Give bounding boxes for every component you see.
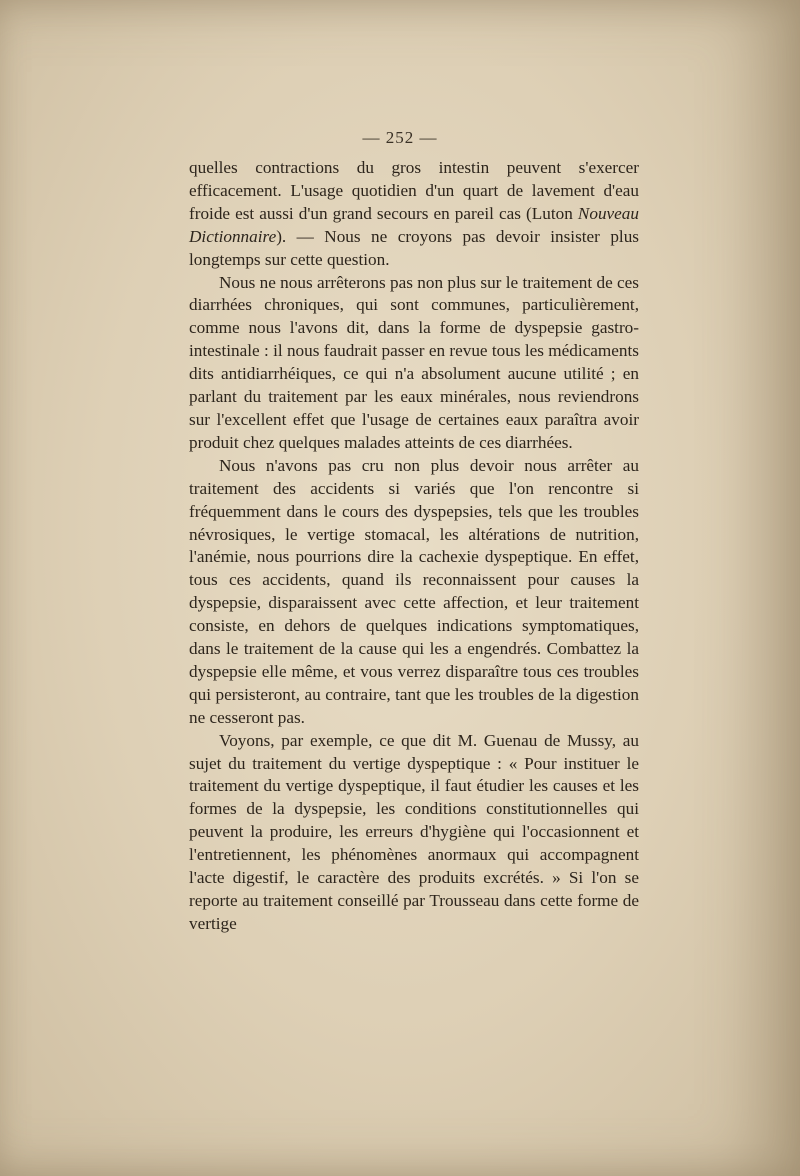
paragraph-1	[189, 157, 639, 272]
paragraph-1-part-b: ). — Nous ne croyons pas devoir insister plus longtemps sur cette question.	[189, 226, 639, 269]
paragraph-2: Nous ne nous arrêterons pas non plus sur le traitement de ces diarrhées chroniques, qui sont communes, particulièrement, comme nous l'avons dit, dans la forme de dyspepsie gastro-intestinale : il nous faudrait passer en revue tous les médicaments dits antidiarrhéiques, ce qui n'a absolument aucune utilité ; en parlant du traitement par les eaux minérales, nous reviendrons sur l'excellent effet que l'usage de certaines eaux paraîtra avoir produit chez quelques malades atteints de ces diarrhées.	[189, 272, 639, 452]
paragraph-3: Nous n'avons pas cru non plus devoir nous arrêter au traitement des accidents si variés que l'on rencontre si fréquemment dans le cours des dyspepsies, tels que les troubles névrosiques, le vertige stomacal, les altérations de nutrition, l'anémie, nous pourrions dire la cachexie dyspeptique. En effet, tous ces accidents, quand ils reconnaissent pour causes la dyspepsie, disparaissent avec cette affection, et leur traitement consiste, en dehors de quelques indications symptomatiques, dans le traitement de la cause qui les a engendrés. Combattez la dyspepsie elle même, et vous verrez disparaître tous ces troubles qui persisteront, au contraire, tant que les troubles de la digestion ne cesseront pas.	[189, 455, 639, 727]
paragraph-1-part-a: quelles contractions du gros intestin peuvent s'exercer efficacement. L'usage quotidien d'un quart de lavement d'eau froide est aussi d'un grand secours en pareil cas (Luton	[189, 158, 639, 223]
text-block	[189, 157, 639, 936]
page-number: — 252 —	[362, 128, 438, 147]
citation-title: Nouveau Dictionnaire	[189, 203, 639, 246]
paragraph-4: Voyons, par exemple, ce que dit M. Guenau de Mussy, au sujet du traitement du vertige dyspeptique : « Pour instituer le traitement du vertige dyspeptique, il faut étudier les causes et les formes de la dyspepsie, les conditions constitutionnelles qui peuvent la produire, les erreurs d'hygiène qui l'occasionnent et l'entretiennent, les phénomènes anormaux qui accompagnent l'acte digestif, le caractère des produits excrétés. » Si l'on se reporte au traitement conseillé par Trousseau dans cette forme de vertige	[189, 730, 639, 933]
